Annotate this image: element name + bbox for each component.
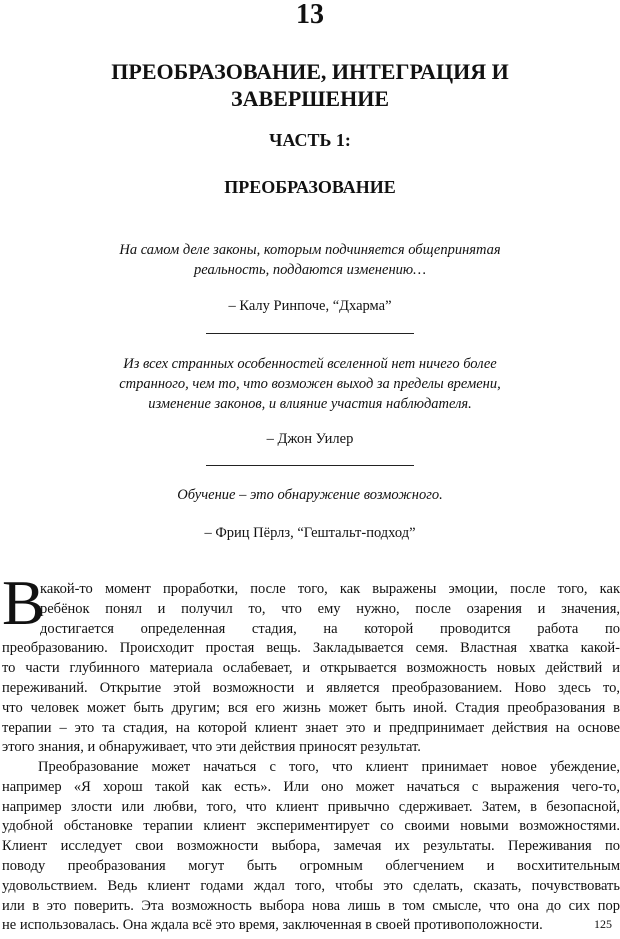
text-line: поводу преобразования могут быть огромным облегчением и восхитительным bbox=[2, 857, 620, 874]
text-line: то части глубинного материала ослабевает, и открывается возможность новых действий и bbox=[2, 660, 620, 677]
epigraph-line: Из всех странных особенностей вселенной нет ничего более bbox=[123, 356, 497, 372]
text-line: переживаний. Открытие этой возможности и является преобразованием. Ново здесь то, bbox=[2, 679, 620, 696]
text-line: достигается определенная стадия, на которой проводится работа по bbox=[40, 620, 620, 637]
epigraph-divider-1 bbox=[206, 333, 414, 334]
text-line: этого знания, и обнаруживает, что эти действия приносят результат. bbox=[2, 739, 421, 756]
paragraph-2 bbox=[2, 758, 620, 936]
text-line: Преобразование может начаться с того, что клиент принимает новое убеждение, bbox=[38, 759, 620, 775]
drop-cap: В bbox=[2, 567, 45, 638]
text-line: удобной обстановке терапии клиент экспериментирует со своими новыми возможностями. bbox=[2, 818, 620, 835]
epigraph-line: реальность, поддаются изменению… bbox=[193, 262, 426, 278]
text-line: не использовалась. Она ждала всё это время, заключенная в своей противоположности. bbox=[2, 917, 543, 934]
text-line: например злости или любви, того, что клиент привычно сдерживает. Затем, в безопасной, bbox=[2, 798, 620, 815]
text-line: например «Я хорош такой как есть». Или оно может начаться с выражения чего-то, bbox=[2, 778, 620, 795]
text-line: какой-то момент проработки, после того, как выражены эмоции, после того, как bbox=[40, 581, 620, 597]
page-number: 125 bbox=[594, 917, 612, 931]
text-line: что человек может быть другим; вся его жизнь может быть иной. Стадия преобразования в bbox=[2, 699, 620, 716]
chapter-number: 13 bbox=[296, 0, 324, 30]
epigraph-line: странного, чем то, что возможен выход за пределы времени, bbox=[119, 376, 501, 392]
text-line: ребёнок понял и получил то, что ему нужно, после озарения и значения, bbox=[40, 600, 620, 617]
epigraph-line: изменение законов, и влияние участия наблюдателя. bbox=[148, 396, 472, 412]
epigraph-2-author: – Джон Уилер bbox=[266, 431, 354, 447]
part-title: ПРЕОБРАЗОВАНИЕ bbox=[224, 177, 396, 197]
epigraph-1-quote bbox=[60, 240, 560, 280]
paragraph-1 bbox=[2, 580, 620, 758]
text-line: преобразованию. Происходит простая вещь. Закладывается семя. Властная хватка какой- bbox=[2, 640, 620, 657]
part-label: ЧАСТЬ 1: bbox=[269, 130, 351, 150]
epigraph-3-author: – Фриц Пёрлз, “Гештальт-подход” bbox=[204, 525, 416, 541]
text-line: удовольствием. Ведь клиент годами ждал того, чтобы это сделать, сказать, почувствовать bbox=[2, 877, 620, 894]
text-line: терапии – это та стадия, на которой клиент знает это и предпринимает действия на основе bbox=[2, 719, 620, 736]
epigraph-2-quote bbox=[60, 354, 560, 414]
epigraph-3-quote bbox=[60, 485, 560, 505]
chapter-title: ПРЕОБРАЗОВАНИЕ, ИНТЕГРАЦИЯ И ЗАВЕРШЕНИЕ bbox=[111, 59, 509, 111]
epigraph-1-author: – Калу Ринпоче, “Дхарма” bbox=[228, 298, 392, 314]
epigraph-line: Обучение – это обнаружение возможного. bbox=[177, 487, 443, 503]
text-line: Клиент исследует свои возможности выбора, замечая их результаты. Переживания по bbox=[2, 838, 620, 855]
text-line: или в это поверить. Эта возможность выбора нова лишь в том смысле, что она до сих пор bbox=[2, 897, 620, 914]
epigraph-line: На самом деле законы, которым подчиняется общепринятая bbox=[119, 242, 501, 258]
epigraph-divider-2 bbox=[206, 465, 414, 466]
